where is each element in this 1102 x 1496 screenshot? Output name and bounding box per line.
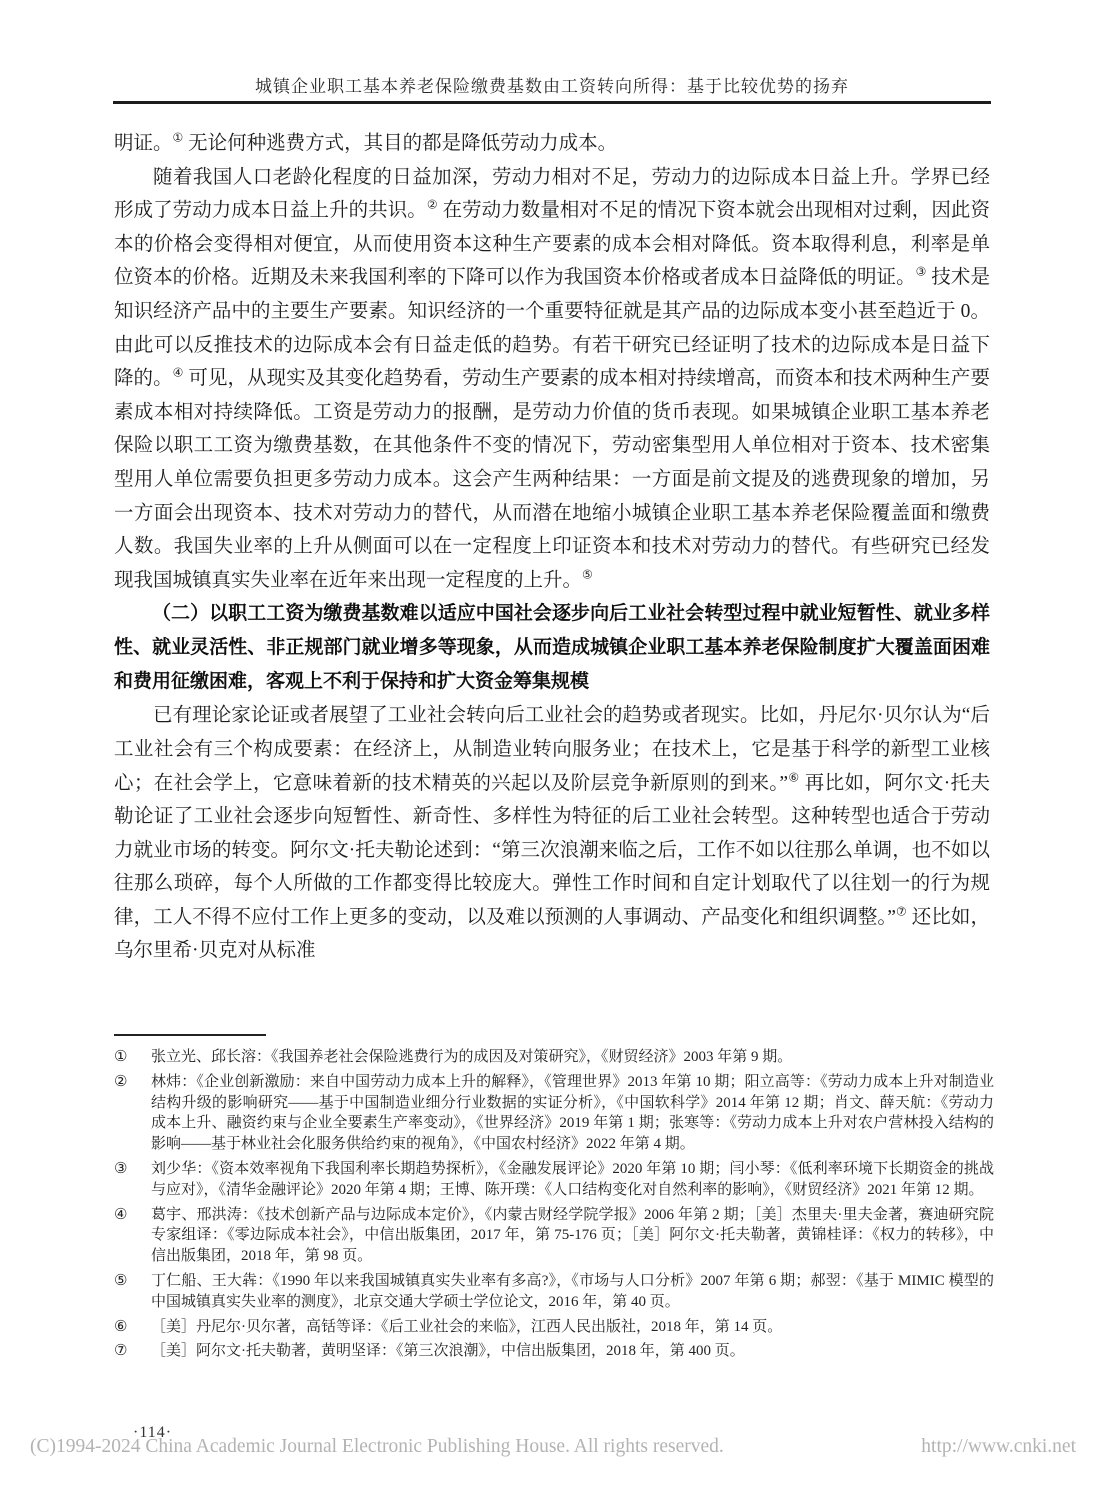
footnote-marker: ① bbox=[114, 1049, 128, 1065]
section-heading: （二）以职工工资为缴费基数难以适应中国社会逐步向后工业社会转型过程中就业短暂性、就业多样性、就业灵活性、非正规部门就业增多等现象，从而造成城镇企业职工基本养老保险制度扩大覆盖面困难和费用征缴困难，客观上不利于保持和扩大资金筹集规模 bbox=[114, 603, 990, 693]
footnote-ref: ③ bbox=[915, 264, 927, 279]
footnote-separator bbox=[114, 1034, 266, 1036]
footnote-item bbox=[114, 1317, 994, 1338]
footnote-ref: ⑤ bbox=[582, 567, 593, 582]
footnote-ref: ④ bbox=[172, 365, 184, 380]
footnotes bbox=[114, 1047, 994, 1366]
footnote-text: ［美］丹尼尔·贝尔著，高铦等译：《后工业社会的来临》，江西人民出版社，2018 年，第 14 页。 bbox=[151, 1318, 783, 1335]
footnote-marker: ⑦ bbox=[114, 1343, 128, 1360]
copyright-text: (C)1994-2024 China Academic Journal Electronic Publishing House. All rights reserved. bbox=[30, 1436, 724, 1457]
header-rule bbox=[113, 101, 991, 104]
footnote-item bbox=[114, 1271, 994, 1313]
footnote-marker: ③ bbox=[114, 1160, 128, 1177]
footnote-marker: ② bbox=[114, 1073, 128, 1090]
paragraph: 已有理论家论证或者展望了工业社会转向后工业社会的趋势或者现实。比如，丹尼尔·贝尔认为“后工业社会有三个构成要素：在经济上，从制造业转向服务业；在技术上，它是基于科学的新型工业核心；在社会学上，它意味着新的技术精英的兴起以及阶层竞争新原则的到来。”⑥ 再比如，阿尔文·托夫勒论证了工业社会逐步向短暂性、新奇性、多样性为特征的后工业社会转型。这种转型也适合于劳动力就业市场的转变。阿尔文·托夫勒论述到：“第三次浪潮来临之后，工作不如以往那么单调，也不如以往那么琐碎，每个人所做的工作都变得比较庞大。弹性工作时间和自定计划取代了以往划一的行为规律，工人不得不应付工作上更多的变动，以及难以预测的人事调动、产品变化和组织调整。”⑦ 还比如，乌尔里希·贝克对从标准 bbox=[114, 705, 991, 962]
footnote-item bbox=[114, 1159, 994, 1201]
paragraph: 明证。① 无论何种逃费方式，其目的都是降低劳动力成本。 bbox=[114, 130, 618, 154]
footnote-text: ［美］阿尔文·托夫勒著，黄明坚译：《第三次浪潮》，中信出版集团，2018 年，第 400 页。 bbox=[151, 1343, 745, 1360]
footnote-text: 葛宇、邢洪涛：《技术创新产品与边际成本定价》，《内蒙古财经学院学报》2006 年第 2 期；［美］杰里夫·里夫金著，赛迪研究院专家组译：《零边际成本社会》，中信出版集团，2017 年，第 75-176 页；［美］阿尔文·托夫勒著，黄锦桂译：《权力的转移》，中信出版集团，2018 年，第 98 页。 bbox=[151, 1206, 994, 1265]
footnote-marker: ⑤ bbox=[114, 1272, 128, 1289]
cnki-url[interactable]: http://www.cnki.net bbox=[921, 1436, 1076, 1457]
footnote-ref: ⑦ bbox=[895, 904, 907, 919]
footnote-item bbox=[114, 1205, 994, 1267]
footnote-text: 林炜：《企业创新激励：来自中国劳动力成本上升的解释》，《管理世界》2013 年第 10 期；阳立高等：《劳动力成本上升对制造业结构升级的影响研究——基于中国制造业细分行业数据的实证分析》，《中国软科学》2014 年第 12 期；肖文、薛天航：《劳动力成本上升、融资约束与企业全要素生产率变动》，《世界经济》2019 年第 1 期；张寒等：《劳动力成本上升对农户营林投入结构的影响——基于林业社会化服务供给约束的视角》，《中国农村经济》2022 年第 4 期。 bbox=[151, 1073, 994, 1153]
footnote-ref: ① bbox=[172, 130, 184, 145]
footnote-marker: ④ bbox=[114, 1206, 128, 1223]
paragraph: 随着我国人口老龄化程度的日益加深，劳动力相对不足，劳动力的边际成本日益上升。学界已经形成了劳动力成本日益上升的共识。② 在劳动力数量相对不足的情况下资本就会出现相对过剩，因此资本的价格会变得相对便宜，从而使用资本这种生产要素的成本会相对降低。资本取得利息，利率是单位资本的价格。近期及未来我国利率的下降可以作为我国资本价格或者成本日益降低的明证。③ 技术是知识经济产品中的主要生产要素。知识经济的一个重要特征就是其产品的边际成本变小甚至趋近于 0。由此可以反推技术的边际成本会有日益走低的趋势。有若干研究已经证明了技术的边际成本是日益下降的。④ 可见，从现实及其变化趋势看，劳动生产要素的成本相对持续增高，而资本和技术两种生产要素成本相对持续降低。工资是劳动力的报酬，是劳动力价值的货币表现。如果城镇企业职工基本养老保险以职工工资为缴费基数，在其他条件不变的情况下，劳动密集型用人单位相对于资本、技术密集型用人单位需要负担更多劳动力成本。这会产生两种结果：一方面是前文提及的逃费现象的增加，另一方面会出现资本、技术对劳动力的替代，从而潜在地缩小城镇企业职工基本养老保险覆盖面和缴费人数。我国失业率的上升从侧面可以在一定程度上印证资本和技术对劳动力的替代。有些研究已经发现我国城镇真实失业率在近年来出现一定程度的上升。⑤ bbox=[114, 166, 990, 591]
footer-watermark bbox=[30, 1436, 1076, 1458]
footnote-marker: ⑥ bbox=[114, 1318, 128, 1335]
footnote-item bbox=[114, 1047, 994, 1068]
article-body bbox=[114, 127, 990, 968]
page-number: ·114· bbox=[133, 1424, 173, 1441]
footnote-item bbox=[114, 1341, 994, 1362]
footnote-item bbox=[114, 1072, 994, 1155]
footnote-text: 张立光、邱长溶：《我国养老社会保险逃费行为的成因及对策研究》，《财贸经济》2003 年第 9 期。 bbox=[151, 1049, 793, 1065]
running-head-title: 城镇企业职工基本养老保险缴费基数由工资转向所得：基于比较优势的扬弃 bbox=[255, 77, 849, 96]
footnote-ref: ⑥ bbox=[788, 770, 800, 784]
footnote-text: 刘少华：《资本效率视角下我国利率长期趋势探析》，《金融发展评论》2020 年第 10 期；闫小琴：《低利率环境下长期资金的挑战与应对》，《清华金融评论》2020 年第 4 期；王博、陈开璞：《人口结构变化对自然利率的影响》，《财贸经济》2021 年第 12 期。 bbox=[151, 1160, 994, 1198]
footnote-ref: ② bbox=[426, 197, 438, 212]
footnote-text: 丁仁船、王大犇：《1990 年以来我国城镇真实失业率有多高?》，《市场与人口分析》2007 年第 6 期；郝翌：《基于 MIMIC 模型的中国城镇真实失业率的测度》，北京交通大学硕士学位论文，2016 年，第 40 页。 bbox=[151, 1272, 994, 1310]
